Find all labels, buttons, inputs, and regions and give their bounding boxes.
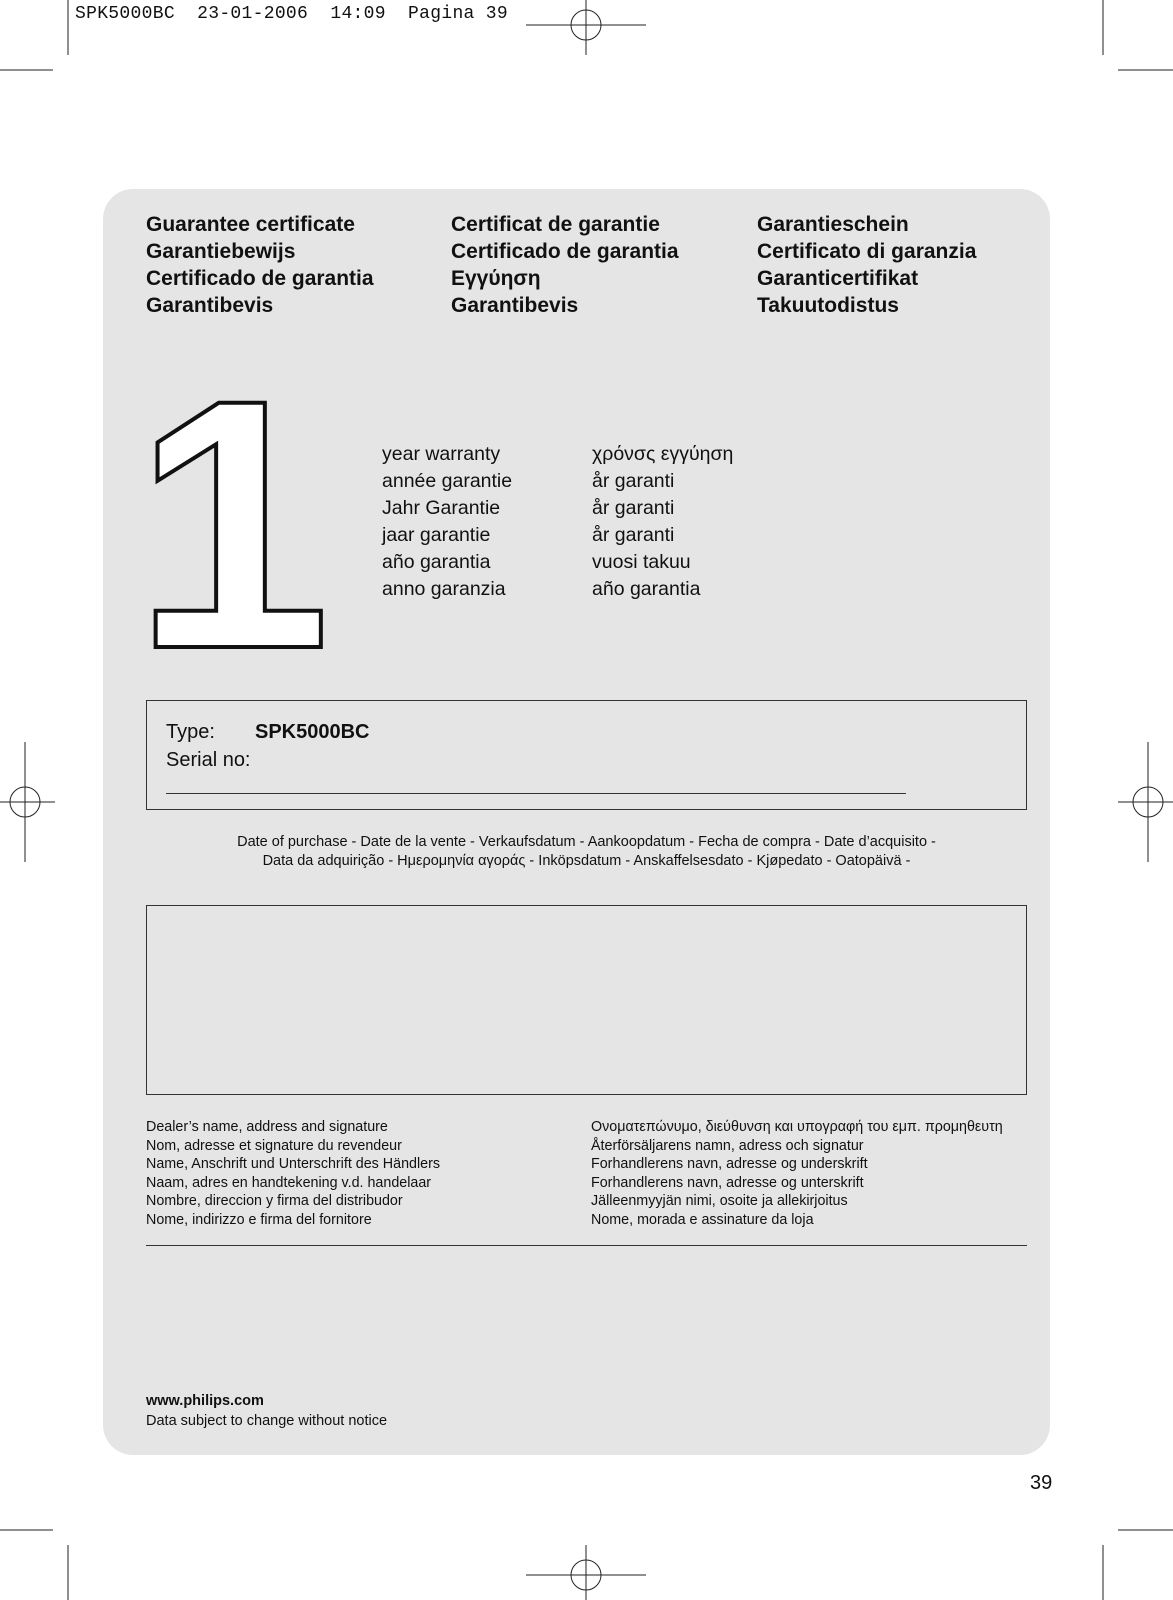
dealer-label-es: Nombre, direccion y firma del distribudor <box>146 1193 403 1209</box>
dealer-label-de: Name, Anschrift und Unterschrift des Händlers <box>146 1156 441 1172</box>
title-pt: Certificado de garantia <box>451 240 679 263</box>
registration-mark-left <box>0 742 55 862</box>
dealer-label-pt: Nome, morada e assinature da loja <box>591 1211 814 1228</box>
title-de: Garantieschein <box>757 213 909 236</box>
warranty-fr: année garantie <box>382 470 513 492</box>
title-fi: Takuutodistus <box>757 294 899 317</box>
dealer-labels-2 <box>591 1118 1003 1229</box>
warranty-years-value: 1 <box>133 327 331 723</box>
title-column-1 <box>146 211 374 319</box>
registration-mark-right <box>1118 742 1173 862</box>
title-en: Guarantee certificate <box>146 213 355 236</box>
warranty-years-numeral <box>133 327 331 723</box>
title-column-2 <box>451 211 679 319</box>
title-el: Εγγύηση <box>451 267 541 290</box>
warranty-da: år garanti <box>592 497 675 519</box>
date-of-purchase-line-2: Data da adquirição - Ημερομηνία αγοράς - Inköpsdatum - Anskaffelsesdato - Kjøpedato - Oatopäivä - <box>262 853 911 869</box>
warranty-de: Jahr Garantie <box>382 497 501 519</box>
title-it: Certificato di garanzia <box>757 240 977 263</box>
warranty-list-1 <box>382 441 512 603</box>
type-value: SPK5000BC <box>255 721 370 743</box>
warranty-nl: jaar garantie <box>382 524 491 546</box>
dealer-label-sv: Återförsäljarens namn, adress och signatur <box>591 1137 864 1154</box>
website-url: www.philips.com <box>146 1393 264 1409</box>
warranty-es: año garantia <box>382 551 491 573</box>
divider-line <box>146 1245 1027 1246</box>
warranty-fi: vuosi takuu <box>592 551 691 573</box>
page-number: 39 <box>1030 1472 1053 1494</box>
title-sv: Garanticertifikat <box>757 267 919 290</box>
serial-number-line <box>166 793 906 794</box>
warranty-en: year warranty <box>382 443 501 465</box>
dealer-label-en: Dealer’s name, address and signature <box>146 1119 388 1135</box>
dealer-label-el: Ονοματεπώνυμο, διεύθυνση και υπογραφή του εμπ. προμηθευτη <box>591 1119 1003 1135</box>
warranty-it: anno garanzia <box>382 578 506 600</box>
warranty-list-2 <box>592 441 733 603</box>
dealer-label-no: Forhandlerens navn, adresse og unterskrift <box>591 1174 864 1191</box>
title-fr: Certificat de garantie <box>451 213 660 236</box>
registration-mark-bottom <box>526 1545 646 1600</box>
dealer-label-nl: Naam, adres en handtekening v.d. handelaar <box>146 1174 432 1191</box>
type-label: Type: <box>166 721 215 743</box>
warranty-pt: año garantia <box>592 578 701 600</box>
dealer-label-fr: Nom, adresse et signature du revendeur <box>146 1137 402 1154</box>
serial-label: Serial no: <box>166 749 251 771</box>
title-es: Certificado de garantia <box>146 267 374 290</box>
title-column-3 <box>757 211 976 319</box>
change-notice: Data subject to change without notice <box>146 1413 388 1429</box>
registration-mark-top <box>526 0 646 55</box>
warranty-el: χρόνσς εγγύηση <box>592 443 734 465</box>
date-of-purchase-line-1: Date of purchase - Date de la vente - Verkaufsdatum - Aankoopdatum - Fecha de compra - Date d’acquisito - <box>237 834 936 850</box>
dealer-label-it: Nome, indirizzo e firma del fornitore <box>146 1211 372 1228</box>
dealer-stamp-box <box>146 905 1027 1095</box>
dealer-label-da: Forhandlerens navn, adresse og underskrift <box>591 1156 868 1172</box>
title-nl: Garantiebewijs <box>146 240 296 263</box>
title-no: Garantibevis <box>451 294 579 317</box>
dealer-labels-1 <box>146 1118 440 1229</box>
dealer-label-fi: Jälleenmyyjän nimi, osoite ja allekirjoitus <box>591 1193 848 1209</box>
print-slug: SPK5000BC 23-01-2006 14:09 Pagina 39 <box>75 4 508 24</box>
warranty-no: år garanti <box>592 524 675 546</box>
title-da: Garantibevis <box>146 294 274 317</box>
warranty-sv: år garanti <box>592 470 675 492</box>
